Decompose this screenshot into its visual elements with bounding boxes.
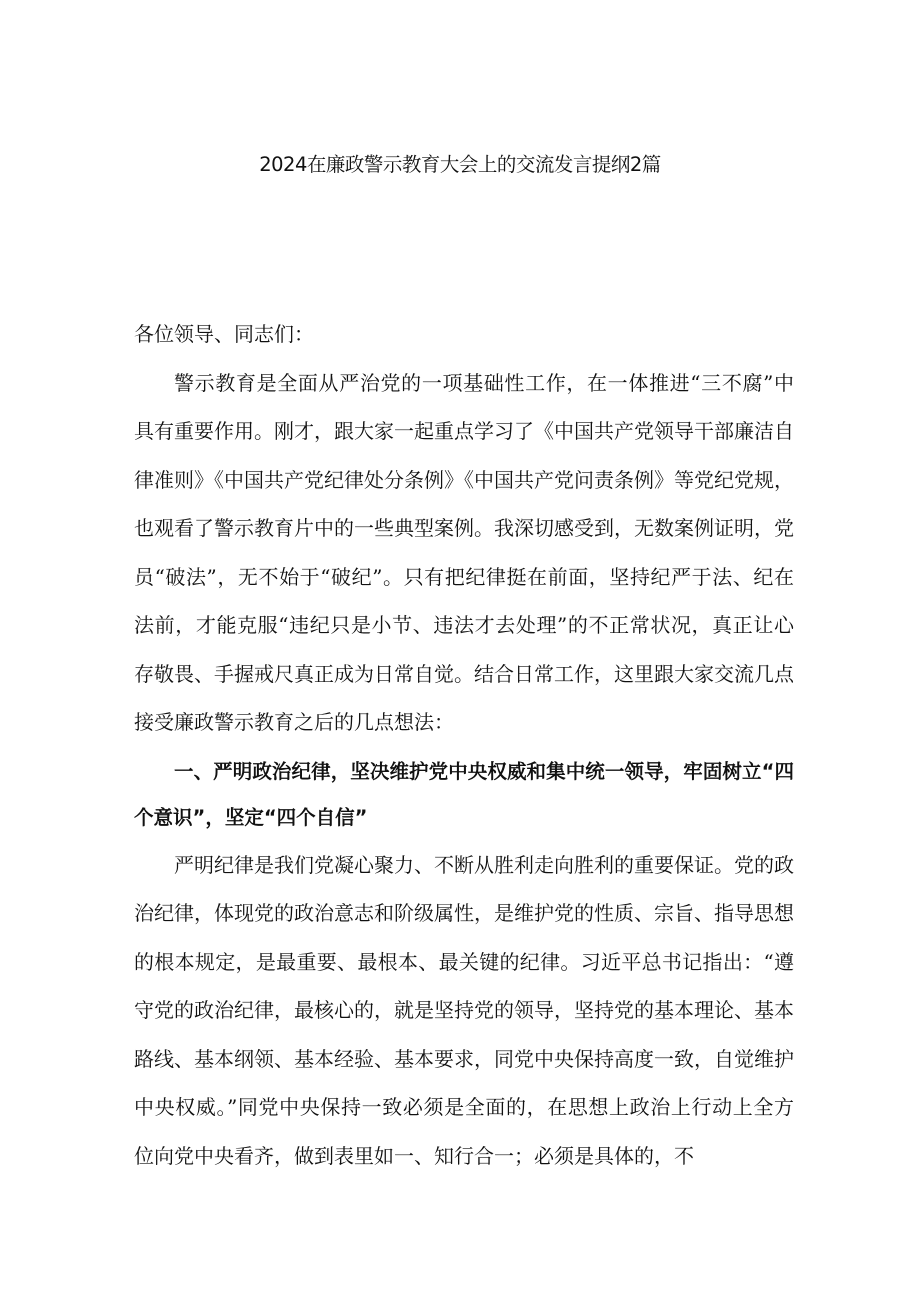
intro-paragraph: 警示教育是全面从严治党的一项基础性工作，在一体推进“三不腐”中具有重要作用。刚才，跟大家一起重点学习了《中国共产党领导干部廉洁自律准则》《中国共产党纪律处分条例》《中国共产党问责条例》等党纪党规，也观看了警示教育片中的一些典型案例。我深切感受到，无数案例证明，党员“破法”，无不始于“破纪”。只有把纪律挺在前面，坚持纪严于法、纪在法前，才能克服“违纪只是小节、违法才去处理”的不正常状况，真正让心存敬畏、手握戒尺真正成为日常自觉。结合日常工作，这里跟大家交流几点接受廉政警示教育之后的几点想法：: [134, 370, 794, 734]
section-paragraph: 严明纪律是我们党凝心聚力、不断从胜利走向胜利的重要保证。党的政治纪律，体现党的政治意志和阶级属性，是维护党的性质、宗旨、指导思想的根本规定，是最重要、最根本、最关键的纪律。习近平总书记指出：“遵守党的政治纪律，最核心的，就是坚持党的领导，坚持党的基本理论、基本路线、基本纲领、基本经验、基本要求，同党中央保持高度一致，自觉维护中央权威。”同党中央保持一致必须是全面的，在思想上政治上行动上全方位向党中央看齐，做到表里如一、知行合一；必须是具体的，不: [134, 852, 794, 1168]
salutation: 各位领导、同志们：: [134, 322, 314, 346]
document-title: 2024在廉政警示教育大会上的交流发言提纲2篇: [259, 153, 661, 176]
document-body: [134, 310, 794, 1180]
section-heading: 一、严明政治纪律，坚决维护党中央权威和集中统一领导，牢固树立“四个意识”，坚定“四个自信”: [134, 759, 794, 829]
